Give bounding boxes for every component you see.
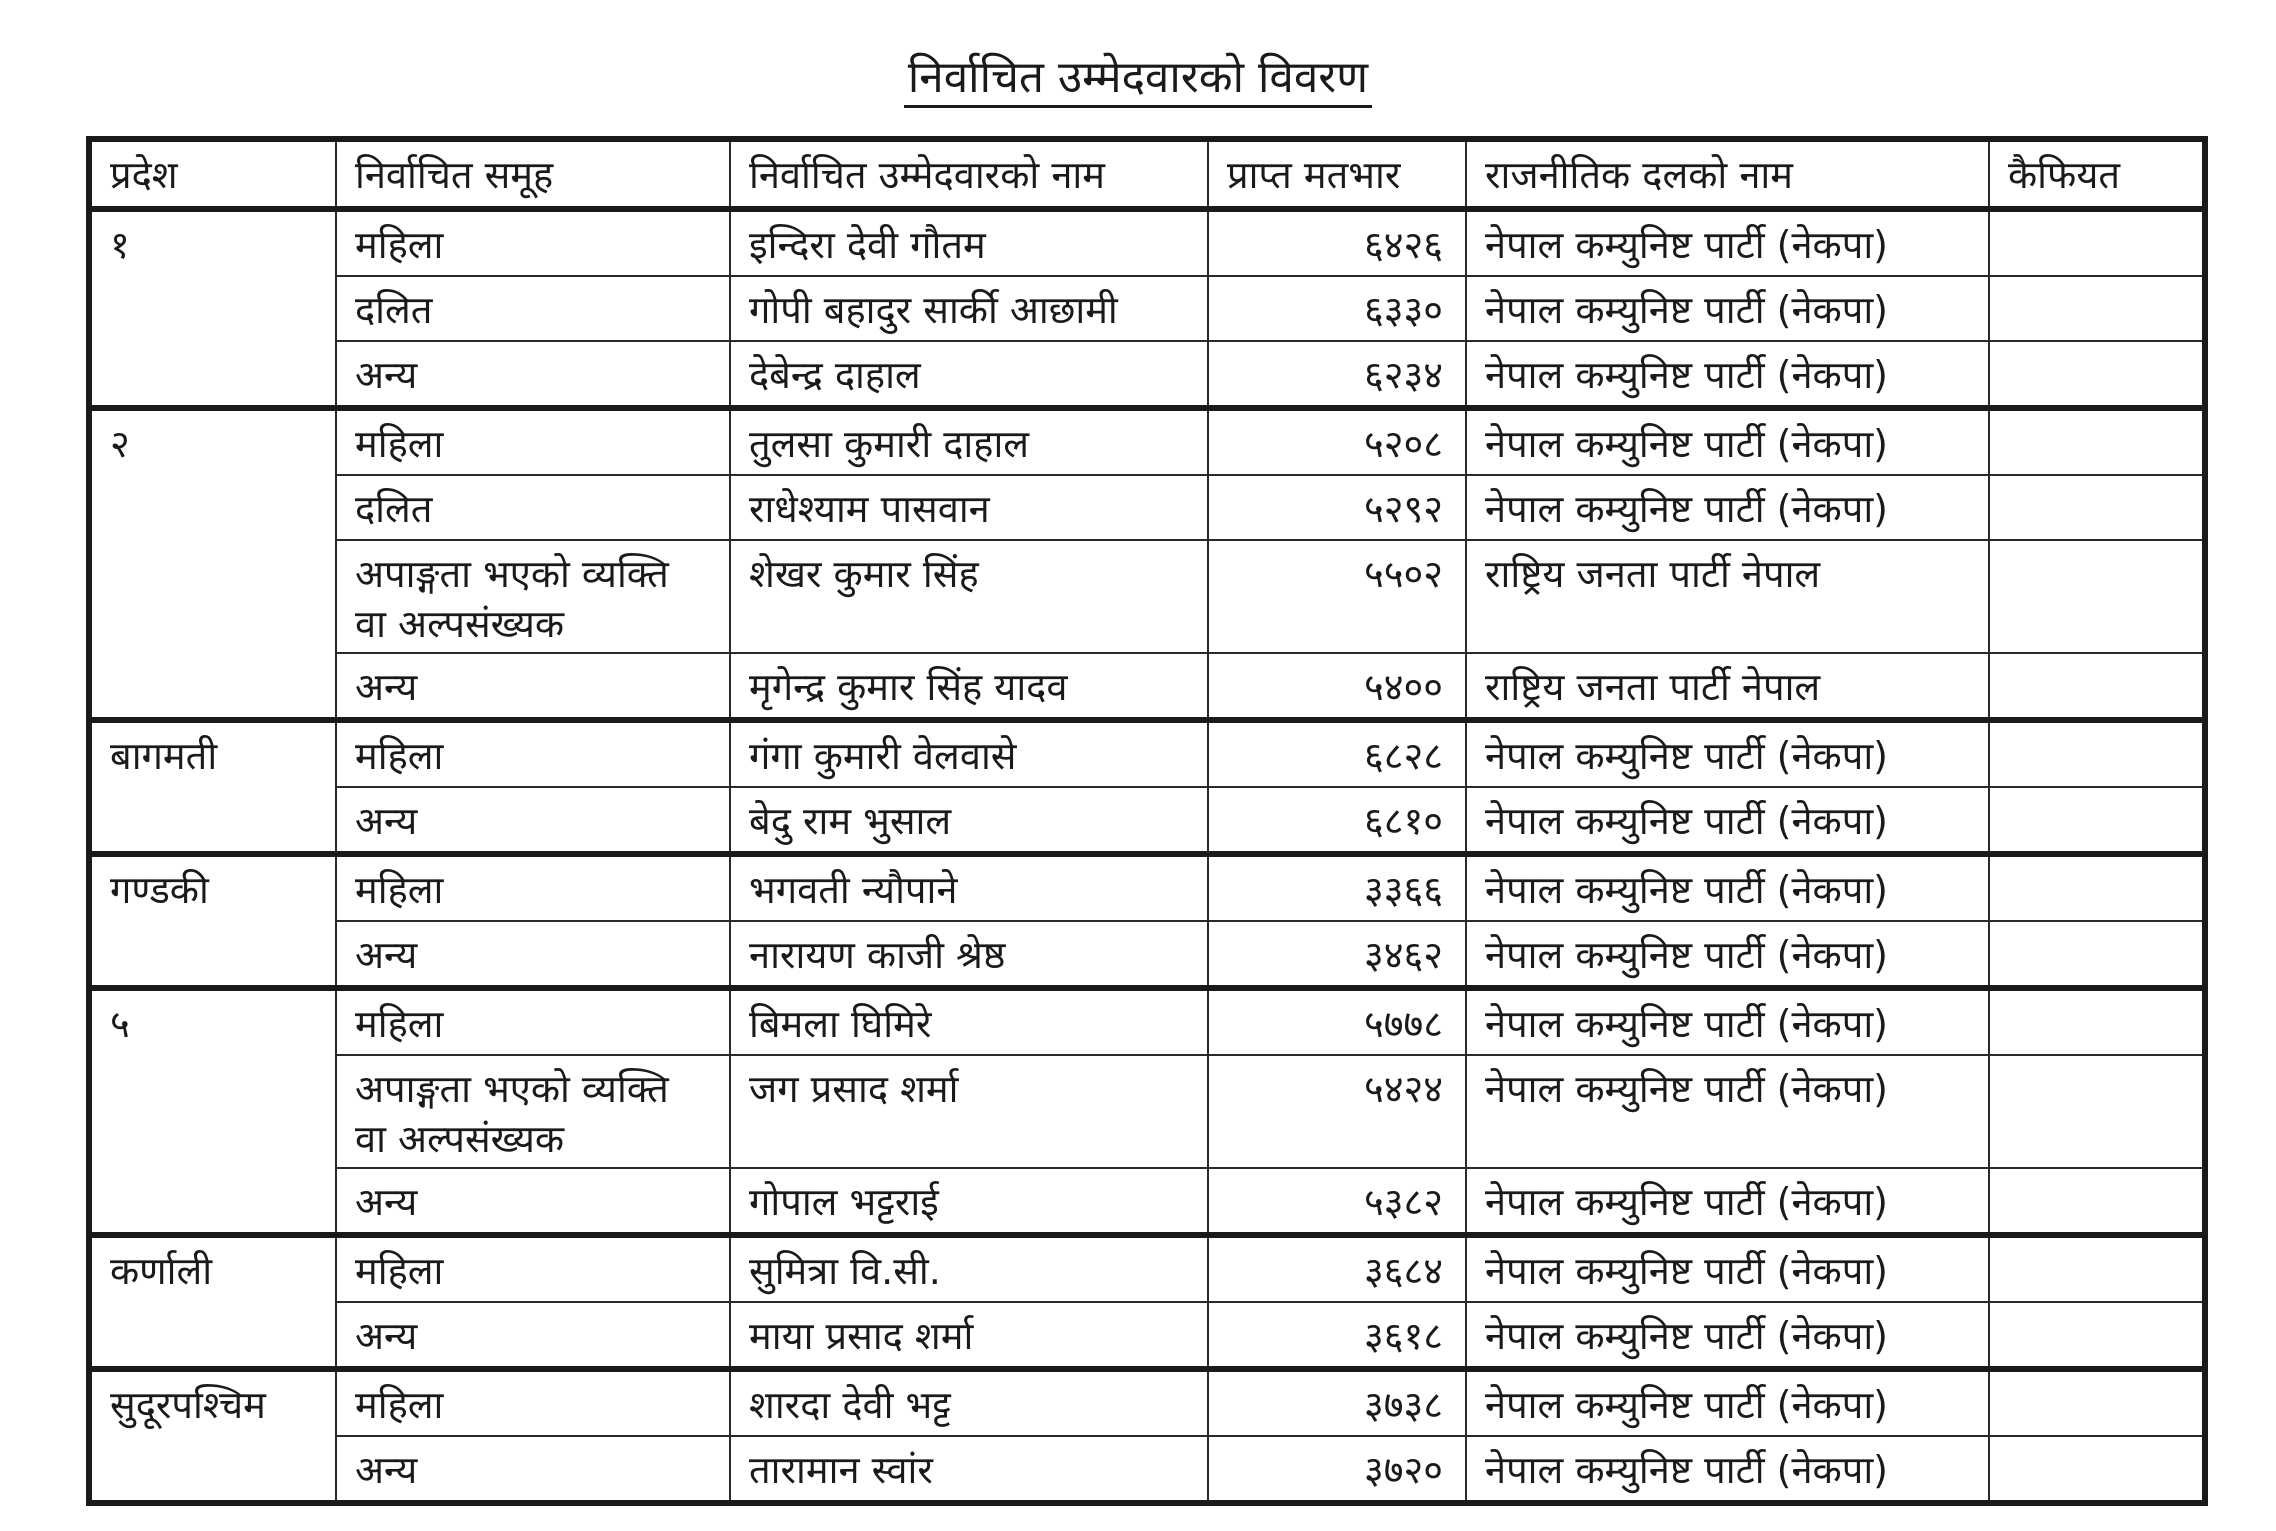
table-row — [89, 1055, 2205, 1168]
table-row — [89, 341, 2205, 408]
elected-candidates-table — [86, 136, 2208, 1506]
candidate-name-cell: माया प्रसाद शर्मा — [730, 1302, 1208, 1369]
province-group — [89, 209, 2205, 408]
table-row — [89, 209, 2205, 276]
group-cell: अन्य — [336, 1302, 730, 1369]
candidate-name-cell: तुलसा कुमारी दाहाल — [730, 408, 1208, 475]
votes-cell: ५७७८ — [1208, 988, 1466, 1055]
table-row — [89, 1302, 2205, 1369]
remarks-cell — [1989, 653, 2205, 720]
votes-cell: ३७३८ — [1208, 1369, 1466, 1436]
candidate-name-cell: गोपी बहादुर सार्की आछामी — [730, 276, 1208, 341]
group-cell: अपाङ्गता भएको व्यक्ति वा अल्पसंख्यक — [336, 540, 730, 653]
votes-cell: ६३३० — [1208, 276, 1466, 341]
header-row — [89, 139, 2205, 209]
party-cell: नेपाल कम्युनिष्ट पार्टी (नेकपा) — [1466, 209, 1989, 276]
remarks-cell — [1989, 1168, 2205, 1235]
header-remarks: कैफियत — [1989, 139, 2205, 209]
group-cell: दलित — [336, 475, 730, 540]
province-cell: ५ — [89, 988, 336, 1235]
votes-cell: ६८२८ — [1208, 720, 1466, 787]
province-group — [89, 408, 2205, 720]
votes-cell: ५२९२ — [1208, 475, 1466, 540]
candidate-name-cell: देबेन्द्र दाहाल — [730, 341, 1208, 408]
party-cell: नेपाल कम्युनिष्ट पार्टी (नेकपा) — [1466, 1302, 1989, 1369]
table-row — [89, 475, 2205, 540]
remarks-cell — [1989, 1055, 2205, 1168]
group-cell: अन्य — [336, 921, 730, 988]
party-cell: नेपाल कम्युनिष्ट पार्टी (नेकपा) — [1466, 475, 1989, 540]
province-group — [89, 1369, 2205, 1503]
candidate-name-cell: सुमित्रा वि.सी. — [730, 1235, 1208, 1302]
candidate-name-cell: तारामान स्वांर — [730, 1436, 1208, 1503]
table-row — [89, 720, 2205, 787]
group-cell: महिला — [336, 1369, 730, 1436]
candidate-name-cell: नारायण काजी श्रेष्ठ — [730, 921, 1208, 988]
party-cell: नेपाल कम्युनिष्ट पार्टी (नेकपा) — [1466, 1436, 1989, 1503]
votes-cell: ३६१८ — [1208, 1302, 1466, 1369]
remarks-cell — [1989, 854, 2205, 921]
votes-cell: ५४०० — [1208, 653, 1466, 720]
header-party: राजनीतिक दलको नाम — [1466, 139, 1989, 209]
province-cell: बागमती — [89, 720, 336, 854]
remarks-cell — [1989, 1369, 2205, 1436]
province-cell: २ — [89, 408, 336, 720]
party-cell: नेपाल कम्युनिष्ट पार्टी (नेकपा) — [1466, 341, 1989, 408]
document-title-text: निर्वाचित उम्मेदवारको विवरण — [904, 52, 1372, 108]
remarks-cell — [1989, 720, 2205, 787]
group-cell: अन्य — [336, 1168, 730, 1235]
votes-cell: ५५०२ — [1208, 540, 1466, 653]
remarks-cell — [1989, 475, 2205, 540]
remarks-cell — [1989, 921, 2205, 988]
party-cell: नेपाल कम्युनिष्ट पार्टी (नेकपा) — [1466, 1168, 1989, 1235]
province-group — [89, 988, 2205, 1235]
province-cell: १ — [89, 209, 336, 408]
candidate-name-cell: गंगा कुमारी वेलवासे — [730, 720, 1208, 787]
remarks-cell — [1989, 1436, 2205, 1503]
candidate-name-cell: बिमला घिमिरे — [730, 988, 1208, 1055]
province-group — [89, 1235, 2205, 1369]
candidate-name-cell: गोपाल भट्टराई — [730, 1168, 1208, 1235]
remarks-cell — [1989, 209, 2205, 276]
candidate-name-cell: बेदु राम भुसाल — [730, 787, 1208, 854]
candidate-name-cell: मृगेन्द्र कुमार सिंह यादव — [730, 653, 1208, 720]
candidate-name-cell: शारदा देवी भट्ट — [730, 1369, 1208, 1436]
party-cell: नेपाल कम्युनिष्ट पार्टी (नेकपा) — [1466, 1369, 1989, 1436]
group-cell: महिला — [336, 720, 730, 787]
group-cell: महिला — [336, 209, 730, 276]
votes-cell: ३३६६ — [1208, 854, 1466, 921]
votes-cell: ५२०८ — [1208, 408, 1466, 475]
remarks-cell — [1989, 1235, 2205, 1302]
group-cell: दलित — [336, 276, 730, 341]
remarks-cell — [1989, 787, 2205, 854]
group-cell: महिला — [336, 988, 730, 1055]
votes-cell: ३६८४ — [1208, 1235, 1466, 1302]
candidate-name-cell: शेखर कुमार सिंह — [730, 540, 1208, 653]
table-row — [89, 540, 2205, 653]
votes-cell: ५३८२ — [1208, 1168, 1466, 1235]
party-cell: नेपाल कम्युनिष्ट पार्टी (नेकपा) — [1466, 1055, 1989, 1168]
table-row — [89, 653, 2205, 720]
table-row — [89, 408, 2205, 475]
group-cell: अन्य — [336, 653, 730, 720]
party-cell: राष्ट्रिय जनता पार्टी नेपाल — [1466, 540, 1989, 653]
group-cell: अन्य — [336, 787, 730, 854]
remarks-cell — [1989, 276, 2205, 341]
table-row — [89, 1369, 2205, 1436]
votes-cell: ६२३४ — [1208, 341, 1466, 408]
votes-cell: ६८१० — [1208, 787, 1466, 854]
remarks-cell — [1989, 408, 2205, 475]
party-cell: नेपाल कम्युनिष्ट पार्टी (नेकपा) — [1466, 1235, 1989, 1302]
table-row — [89, 276, 2205, 341]
votes-cell: ३७२० — [1208, 1436, 1466, 1503]
votes-cell: ६४२६ — [1208, 209, 1466, 276]
remarks-cell — [1989, 341, 2205, 408]
remarks-cell — [1989, 988, 2205, 1055]
header-group: निर्वाचित समूह — [336, 139, 730, 209]
party-cell: राष्ट्रिय जनता पार्टी नेपाल — [1466, 653, 1989, 720]
header-province: प्रदेश — [89, 139, 336, 209]
candidate-name-cell: भगवती न्यौपाने — [730, 854, 1208, 921]
candidate-name-cell: इन्दिरा देवी गौतम — [730, 209, 1208, 276]
table-row — [89, 854, 2205, 921]
party-cell: नेपाल कम्युनिष्ट पार्टी (नेकपा) — [1466, 854, 1989, 921]
group-cell: महिला — [336, 408, 730, 475]
document-title — [0, 53, 2276, 104]
group-cell: अन्य — [336, 1436, 730, 1503]
province-group — [89, 720, 2205, 854]
group-cell: अन्य — [336, 341, 730, 408]
table-row — [89, 921, 2205, 988]
table-header — [89, 139, 2205, 209]
table-row — [89, 1235, 2205, 1302]
party-cell: नेपाल कम्युनिष्ट पार्टी (नेकपा) — [1466, 408, 1989, 475]
table-row — [89, 1436, 2205, 1503]
province-group — [89, 854, 2205, 988]
party-cell: नेपाल कम्युनिष्ट पार्टी (नेकपा) — [1466, 988, 1989, 1055]
candidate-name-cell: राधेश्याम पासवान — [730, 475, 1208, 540]
table-row — [89, 787, 2205, 854]
province-cell: सुदूरपश्चिम — [89, 1369, 336, 1503]
remarks-cell — [1989, 1302, 2205, 1369]
table-row — [89, 988, 2205, 1055]
table-row — [89, 1168, 2205, 1235]
party-cell: नेपाल कम्युनिष्ट पार्टी (नेकपा) — [1466, 787, 1989, 854]
votes-cell: ५४२४ — [1208, 1055, 1466, 1168]
header-name: निर्वाचित उम्मेदवारको नाम — [730, 139, 1208, 209]
party-cell: नेपाल कम्युनिष्ट पार्टी (नेकपा) — [1466, 921, 1989, 988]
province-cell: कर्णाली — [89, 1235, 336, 1369]
party-cell: नेपाल कम्युनिष्ट पार्टी (नेकपा) — [1466, 720, 1989, 787]
header-votes: प्राप्त मतभार — [1208, 139, 1466, 209]
party-cell: नेपाल कम्युनिष्ट पार्टी (नेकपा) — [1466, 276, 1989, 341]
remarks-cell — [1989, 540, 2205, 653]
group-cell: अपाङ्गता भएको व्यक्ति वा अल्पसंख्यक — [336, 1055, 730, 1168]
group-cell: महिला — [336, 854, 730, 921]
group-cell: महिला — [336, 1235, 730, 1302]
province-cell: गण्डकी — [89, 854, 336, 988]
votes-cell: ३४६२ — [1208, 921, 1466, 988]
candidate-name-cell: जग प्रसाद शर्मा — [730, 1055, 1208, 1168]
